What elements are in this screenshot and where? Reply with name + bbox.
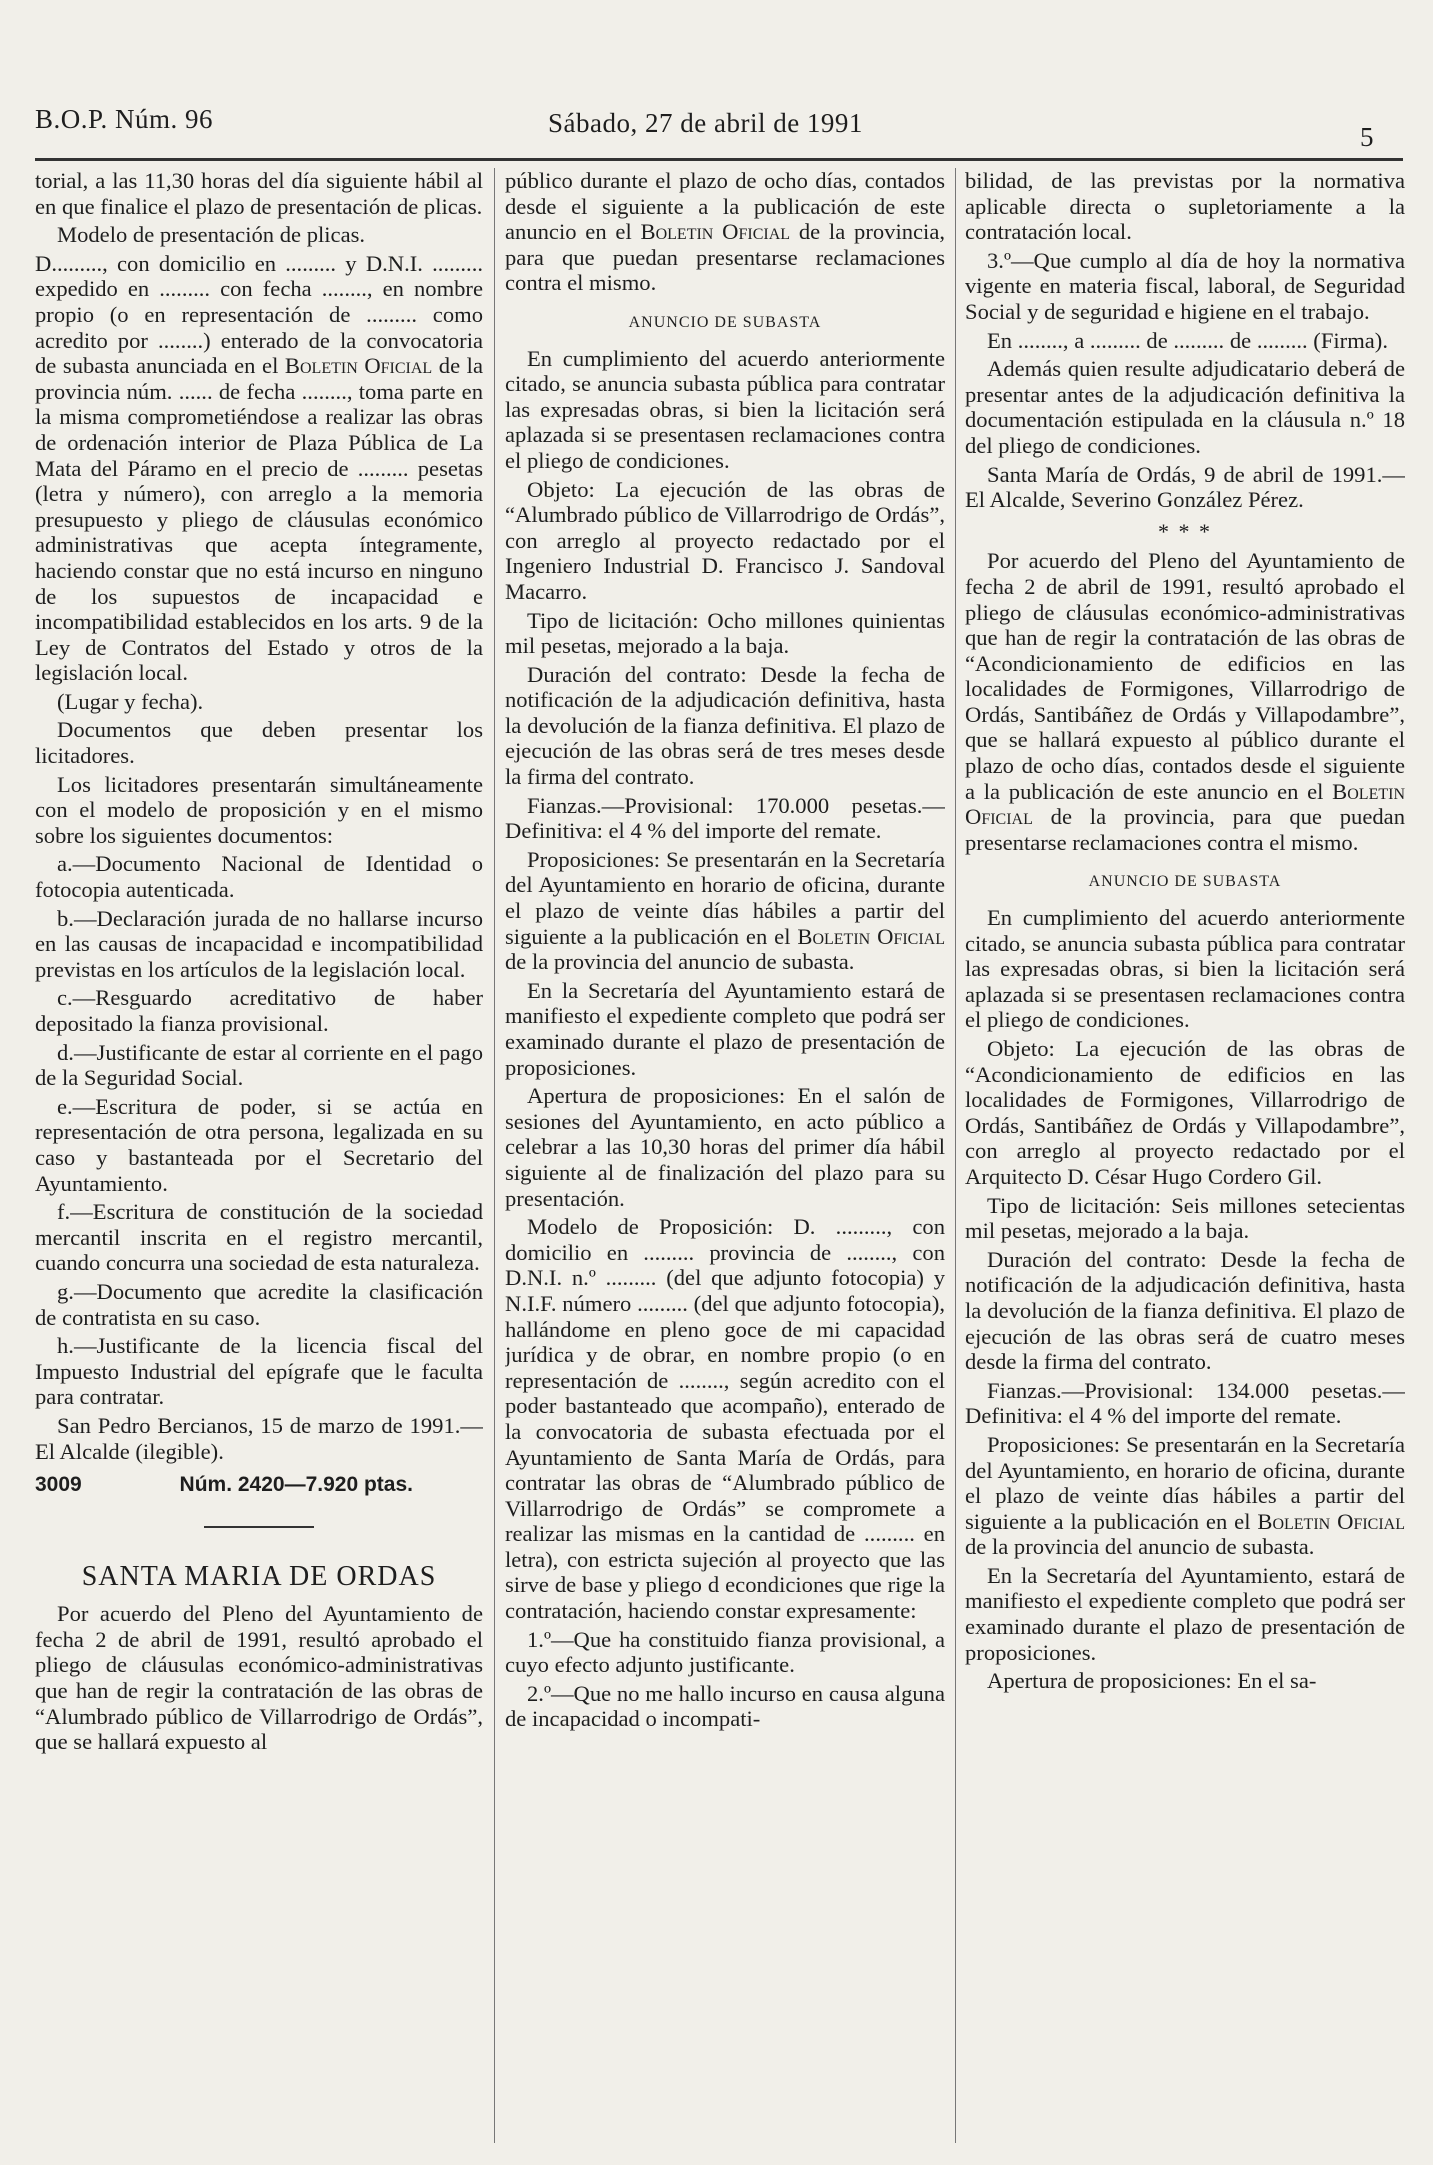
paragraph: Además quien resulte adjudicatario deberá de presentar antes de la adjudicación definitiva la documentación estipulada en la cláusula n.º 18 del pliego de condiciones. (965, 356, 1405, 458)
section-heading: ANUNCIO DE SUBASTA (1088, 873, 1282, 891)
column-divider (955, 168, 956, 2143)
paragraph: Tipo de licitación: Ocho millones quinientas mil pesetas, mejorado a la baja. (505, 607, 945, 659)
paragraph: 3.º—Que cumplo al día de hoy la normativa vigente en materia fiscal, laboral, de Seguridad Social y de seguridad e higiene en el trabajo. (965, 247, 1405, 324)
list-item: b.—Declaración jurada de no hallarse incurso en las causas de incapacidad e incompatibilidad previstas en los artículos de la legislación local. (35, 905, 483, 982)
column-3 (965, 168, 1405, 2148)
page-header (0, 0, 1433, 165)
section-divider (204, 1526, 314, 1528)
paragraph: Modelo de Proposición: D. ........., con domicilio en ......... provincia de ........, con D.N.I. n.º ......... (del que adjunto fotocopia) y N.I.F. número ......... (del que adjunto fotocopia), hallándome en pleno goce de mi capacidad jurídica y de obrar, en nombre propio (o en representación de ........, según acredito con el poder bastanteado que acompaño), enterado de la convocatoria de subasta efectuada por el Ayuntamiento de Santa María de Ordás, para contratar las obras de “Alumbrado público de Villarrodrigo de Ordás” se compromete a realizar las mismas en la cantidad de ......... en letra), con estricta sujeción al proyecto que las sirve de base y pliego d econdiciones que rige la contratación, haciendo constar expresamente: (505, 1214, 945, 1624)
paragraph: Por acuerdo del Pleno del Ayuntamiento de fecha 2 de abril de 1991, resultó aprobado el pliego de cláusulas económico-administrativas que han de regir la contratación de las obras de “Acondicionamiento de edificios en las localidades de Formigones, Villarrodrigo de Ordás, Santibáñez de Ordás y Villapodambre”, que se hallará expuesto al público durante el plazo de ocho días, contados desde el siguiente a la publicación de este anuncio en el Boletin Oficial de la provincia, para que puedan presentarse reclamaciones contra el mismo. (965, 548, 1405, 855)
notice-tag (35, 1472, 483, 1498)
paragraph: En la Secretaría del Ayuntamiento, estará de manifiesto el expediente completo que podrá ser examinado durante el plazo de presentación de proposiciones. (965, 1562, 1405, 1665)
signature-line: Santa María de Ordás, 9 de abril de 1991.—El Alcalde, Severino González Pérez. (965, 461, 1405, 513)
paragraph: Duración del contrato: Desde la fecha de notificación de la adjudicación definitiva, hasta la devolución de la fianza definitiva. El plazo de ejecución de las obras será de tres meses desde la firma del contrato. (505, 661, 945, 790)
list-item: h.—Justificante de la licencia fiscal del Impuesto Industrial del epígrafe que le faculta para contratar. (35, 1333, 483, 1410)
bulletin-number: B.O.P. Núm. 96 (35, 104, 214, 134)
column-1 (35, 168, 483, 2148)
paragraph: Objeto: La ejecución de las obras de “Alumbrado público de Villarrodrigo de Ordás”, con arreglo al proyecto redactado por el Ingeniero Industrial D. Francisco J. Sandoval Macarro. (505, 476, 945, 604)
page-number: 5 (1360, 122, 1374, 152)
paragraph: Fianzas.—Provisional: 170.000 pesetas.—Definitiva: el 4 % del importe del remate. (505, 792, 945, 844)
paragraph: Por acuerdo del Pleno del Ayuntamiento de fecha 2 de abril de 1991, resultó aprobado el pliego de cláusulas económico-administrativas que han de regir la contratación de las obras de “Alumbrado público de Villarrodrigo de Ordás”, que se hallará expuesto al (35, 1601, 483, 1755)
notice-price: Núm. 2420—7.920 ptas. (179, 1473, 413, 1497)
section-heading: ANUNCIO DE SUBASTA (628, 313, 822, 331)
header-rule (35, 158, 1403, 161)
list-item: g.—Documento que acredite la clasificación de contratista en su caso. (35, 1278, 483, 1330)
paragraph: En la Secretaría del Ayuntamiento estará de manifiesto el expediente completo que podrá ser examinado durante el plazo de presentación de proposiciones. (505, 977, 945, 1080)
paragraph: Documentos que deben presentar los licitadores. (35, 717, 483, 769)
paragraph: En cumplimiento del acuerdo anteriormente citado, se anuncia subasta pública para contratar las expresadas obras, si bien la licitación será aplazada si se presentasen reclamaciones contra el pliego de condiciones. (965, 905, 1405, 1033)
paragraph: bilidad, de las previstas por la normativa aplicable directa o supletoriamente a la contratación local. (965, 168, 1405, 245)
list-item: f.—Escritura de constitución de la sociedad mercantil inscrita en el registro mercantil, cuando concurra una sociedad de esta naturaleza. (35, 1199, 483, 1276)
paragraph: Apertura de proposiciones: En el sa- (987, 1668, 1317, 1694)
paragraph: público durante el plazo de ocho días, contados desde el siguiente a la publicación de este anuncio en el Boletin Oficial de la provincia, para que puedan presentarse reclamaciones contra el mismo. (505, 168, 945, 296)
paragraph: 1.º—Que ha constituido fianza provisional, a cuyo efecto adjunto justificante. (505, 1626, 945, 1678)
paragraph: En ........, a ......... de ......... de ......... (Firma). (987, 327, 1388, 353)
paragraph: Tipo de licitación: Seis millones setecientas mil pesetas, mejorado a la baja. (965, 1192, 1405, 1244)
notice-id: 3009 (35, 1473, 82, 1497)
paragraph: D........., con domicilio en ......... y D.N.I. ......... expedido en ......... con fecha ........, en nombre propio (o en representación de ......... como acredito por ........) enterado de la convocatoria de subasta anunciada en el Boletin Oficial de la provincia núm. ...... de fecha ........, toma parte en la misma comprometiéndose a realizar las obras de ordenación interior de Plaza Pública de La Mata del Páramo en el precio de ......... pesetas (letra y número), con arreglo a la memoria presupuesto y pliego de cláusulas económico administrativas que acepta íntegramente, haciendo constar que no está incurso en ninguno de los supuestos de incapacidad e incompatibilidad establecidos en los arts. 9 de la Ley de Contratos del Estado y otros de la legislación local. (35, 250, 483, 686)
paragraph: Objeto: La ejecución de las obras de “Acondicionamiento de edificios en las localidades de Formigones, Villarrodrigo de Ordás, Santibáñez de Ordás y Villapodambre”, con arreglo al proyecto redactado por el Arquitecto D. César Hugo Cordero Gil. (965, 1036, 1405, 1189)
paragraph: torial, a las 11,30 horas del día siguiente hábil al en que finalice el plazo de presentación de plicas. (35, 168, 483, 219)
section-title: SANTA MARIA DE ORDAS (81, 1560, 437, 1592)
paragraph: En cumplimiento del acuerdo anteriormente citado, se anuncia subasta pública para contratar las expresadas obras, si bien la licitación será aplazada si se presentasen reclamaciones contra el pliego de condiciones. (505, 345, 945, 473)
paragraph: Modelo de presentación de plicas. (57, 222, 366, 248)
paragraph: Duración del contrato: Desde la fecha de notificación de la adjudicación definitiva, hasta la devolución de la fianza definitiva. El plazo de ejecución de las obras será de cuatro meses desde la firma del contrato. (965, 1246, 1405, 1375)
column-2 (505, 168, 945, 2148)
paragraph: (Lugar y fecha). (57, 688, 204, 714)
list-item: e.—Escritura de poder, si se actúa en representación de otra persona, legalizada en su caso y bastanteada por el Secretario del Ayuntamiento. (35, 1093, 483, 1196)
list-item: c.—Resguardo acreditativo de haber depositado la fianza provisional. (35, 985, 483, 1036)
asterism: * * * (1158, 518, 1212, 544)
publication-date: Sábado, 27 de abril de 1991 (548, 108, 863, 138)
paragraph: Los licitadores presentarán simultáneamente con el modelo de proposición y en el mismo sobre los siguientes documentos: (35, 771, 483, 848)
signature-line: San Pedro Bercianos, 15 de marzo de 1991.—El Alcalde (ilegible). (35, 1412, 483, 1464)
paragraph: Apertura de proposiciones: En el salón de sesiones del Ayuntamiento, en acto público a celebrar a las 10,30 horas del primer día hábil siguiente al de finalización del plazo para su presentación. (505, 1083, 945, 1211)
list-item: d.—Justificante de estar al corriente en el pago de la Seguridad Social. (35, 1039, 483, 1091)
paragraph: 2.º—Que no me hallo incurso en causa alguna de incapacidad o incompati- (505, 1680, 945, 1732)
paragraph: Proposiciones: Se presentarán en la Secretaría del Ayuntamiento, en horario de oficina, durante el plazo de veinte días hábiles a partir del siguiente a la publicación en el Boletin Oficial de la provincia del anuncio de subasta. (965, 1431, 1405, 1560)
paragraph: Proposiciones: Se presentarán en la Secretaría del Ayuntamiento en horario de oficina, durante el plazo de veinte días hábiles a partir del siguiente a la publicación en el Boletin Oficial de la provincia del anuncio de subasta. (505, 846, 945, 975)
column-divider (494, 168, 495, 2143)
list-item: a.—Documento Nacional de Identidad o fotocopia autenticada. (35, 851, 483, 903)
paragraph: Fianzas.—Provisional: 134.000 pesetas.—Definitiva: el 4 % del importe del remate. (965, 1377, 1405, 1429)
